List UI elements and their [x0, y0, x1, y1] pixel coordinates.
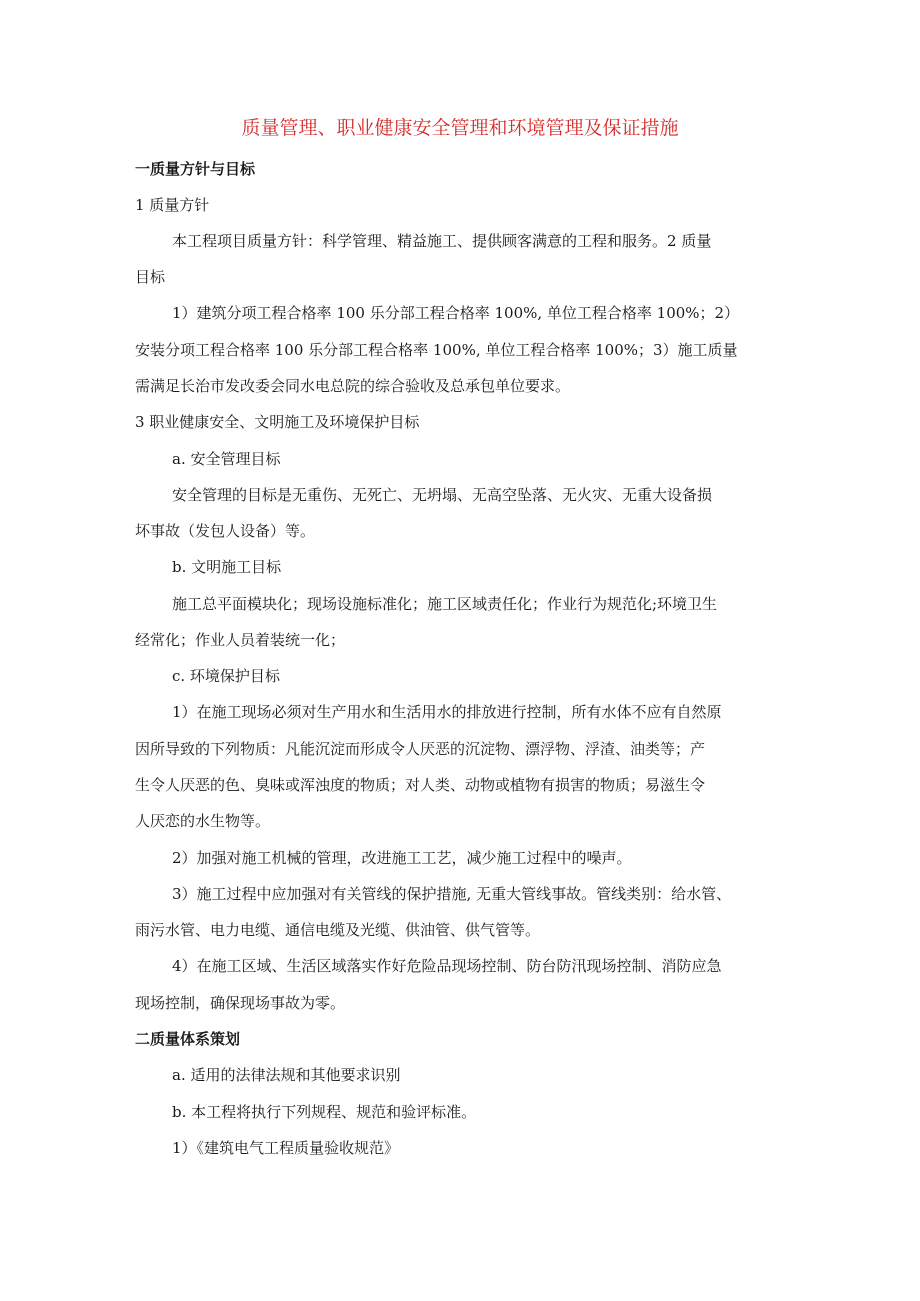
paragraph-line: 因所导致的下列物质：凡能沉淀而形成令人厌恶的沉淀物、漂浮物、浮渣、油类等；产: [135, 740, 706, 758]
paragraph-line: 施工总平面模块化；现场设施标准化；施工区域责任化；作业行为规范化;环境卫生: [172, 595, 718, 613]
document-title: 质量管理、职业健康安全管理和环境管理及保证措施: [241, 117, 679, 139]
paragraph-line: 安装分项工程合格率 100 乐分部工程合格率 100%, 单位工程合格率 100%；3）施工质量: [135, 341, 738, 359]
paragraph-line: 目标: [135, 268, 166, 286]
paragraph-line: 1）《建筑电气工程质量验收规范》: [172, 1139, 400, 1157]
paragraph-line: 1）在施工现场必须对生产用水和生活用水的排放进行控制，所有水体不应有自然原: [172, 703, 722, 721]
paragraph-line: 3）施工过程中应加强对有关管线的保护措施, 无重大管线事故。管线类别：给水管、: [172, 885, 732, 903]
paragraph-line: 经常化；作业人员着装统一化；: [135, 631, 346, 649]
paragraph-line: 生令人厌恶的色、臭味或浑浊度的物质；对人类、动物或植物有损害的物质；易滋生令: [135, 776, 706, 794]
paragraph-line: 坏事故（发包人设备）等。: [135, 522, 316, 540]
paragraph-line: 人厌恋的水生物等。: [135, 812, 271, 830]
paragraph-line: 本工程项目质量方针：科学管理、精益施工、提供顾客满意的工程和服务。2 质量: [172, 232, 712, 250]
subheading-civilized-construction: b. 文明施工目标: [172, 558, 282, 576]
paragraph-line: b. 本工程将执行下列规程、规范和验评标准。: [172, 1103, 477, 1121]
paragraph-line: 需满足长治市发改委会同水电总院的综合验收及总承包单位要求。: [135, 377, 571, 395]
subheading-ohs-goals: 3 职业健康安全、文明施工及环境保护目标: [135, 413, 420, 431]
paragraph-line: 2）加强对施工机械的管理，改进施工工艺，减少施工过程中的噪声。: [172, 849, 632, 867]
paragraph-line: 安全管理的目标是无重伤、无死亡、无坍塌、无高空坠落、无火灾、无重大设备损: [172, 486, 713, 504]
subheading-safety-goal: a. 安全管理目标: [172, 450, 281, 468]
paragraph-line: 1）建筑分项工程合格率 100 乐分部工程合格率 100%, 单位工程合格率 100%；2）: [172, 304, 740, 322]
paragraph-line: 4）在施工区域、生活区域落实作好危险品现场控制、防台防汛现场控制、消防应急: [172, 957, 722, 975]
section-heading-quality-policy: 一质量方针与目标: [135, 160, 256, 178]
subheading-environment-goal: c. 环境保护目标: [172, 667, 280, 685]
paragraph-line: 现场控制，确保现场事故为零。: [135, 994, 346, 1012]
paragraph-line: a. 适用的法律法规和其他要求识别: [172, 1066, 401, 1084]
subheading-quality-policy: 1 质量方针: [135, 196, 210, 214]
paragraph-line: 雨污水管、电力电缆、通信电缆及光缆、供油管、供气管等。: [135, 921, 541, 939]
section-heading-quality-system: 二质量体系策划: [135, 1030, 241, 1048]
